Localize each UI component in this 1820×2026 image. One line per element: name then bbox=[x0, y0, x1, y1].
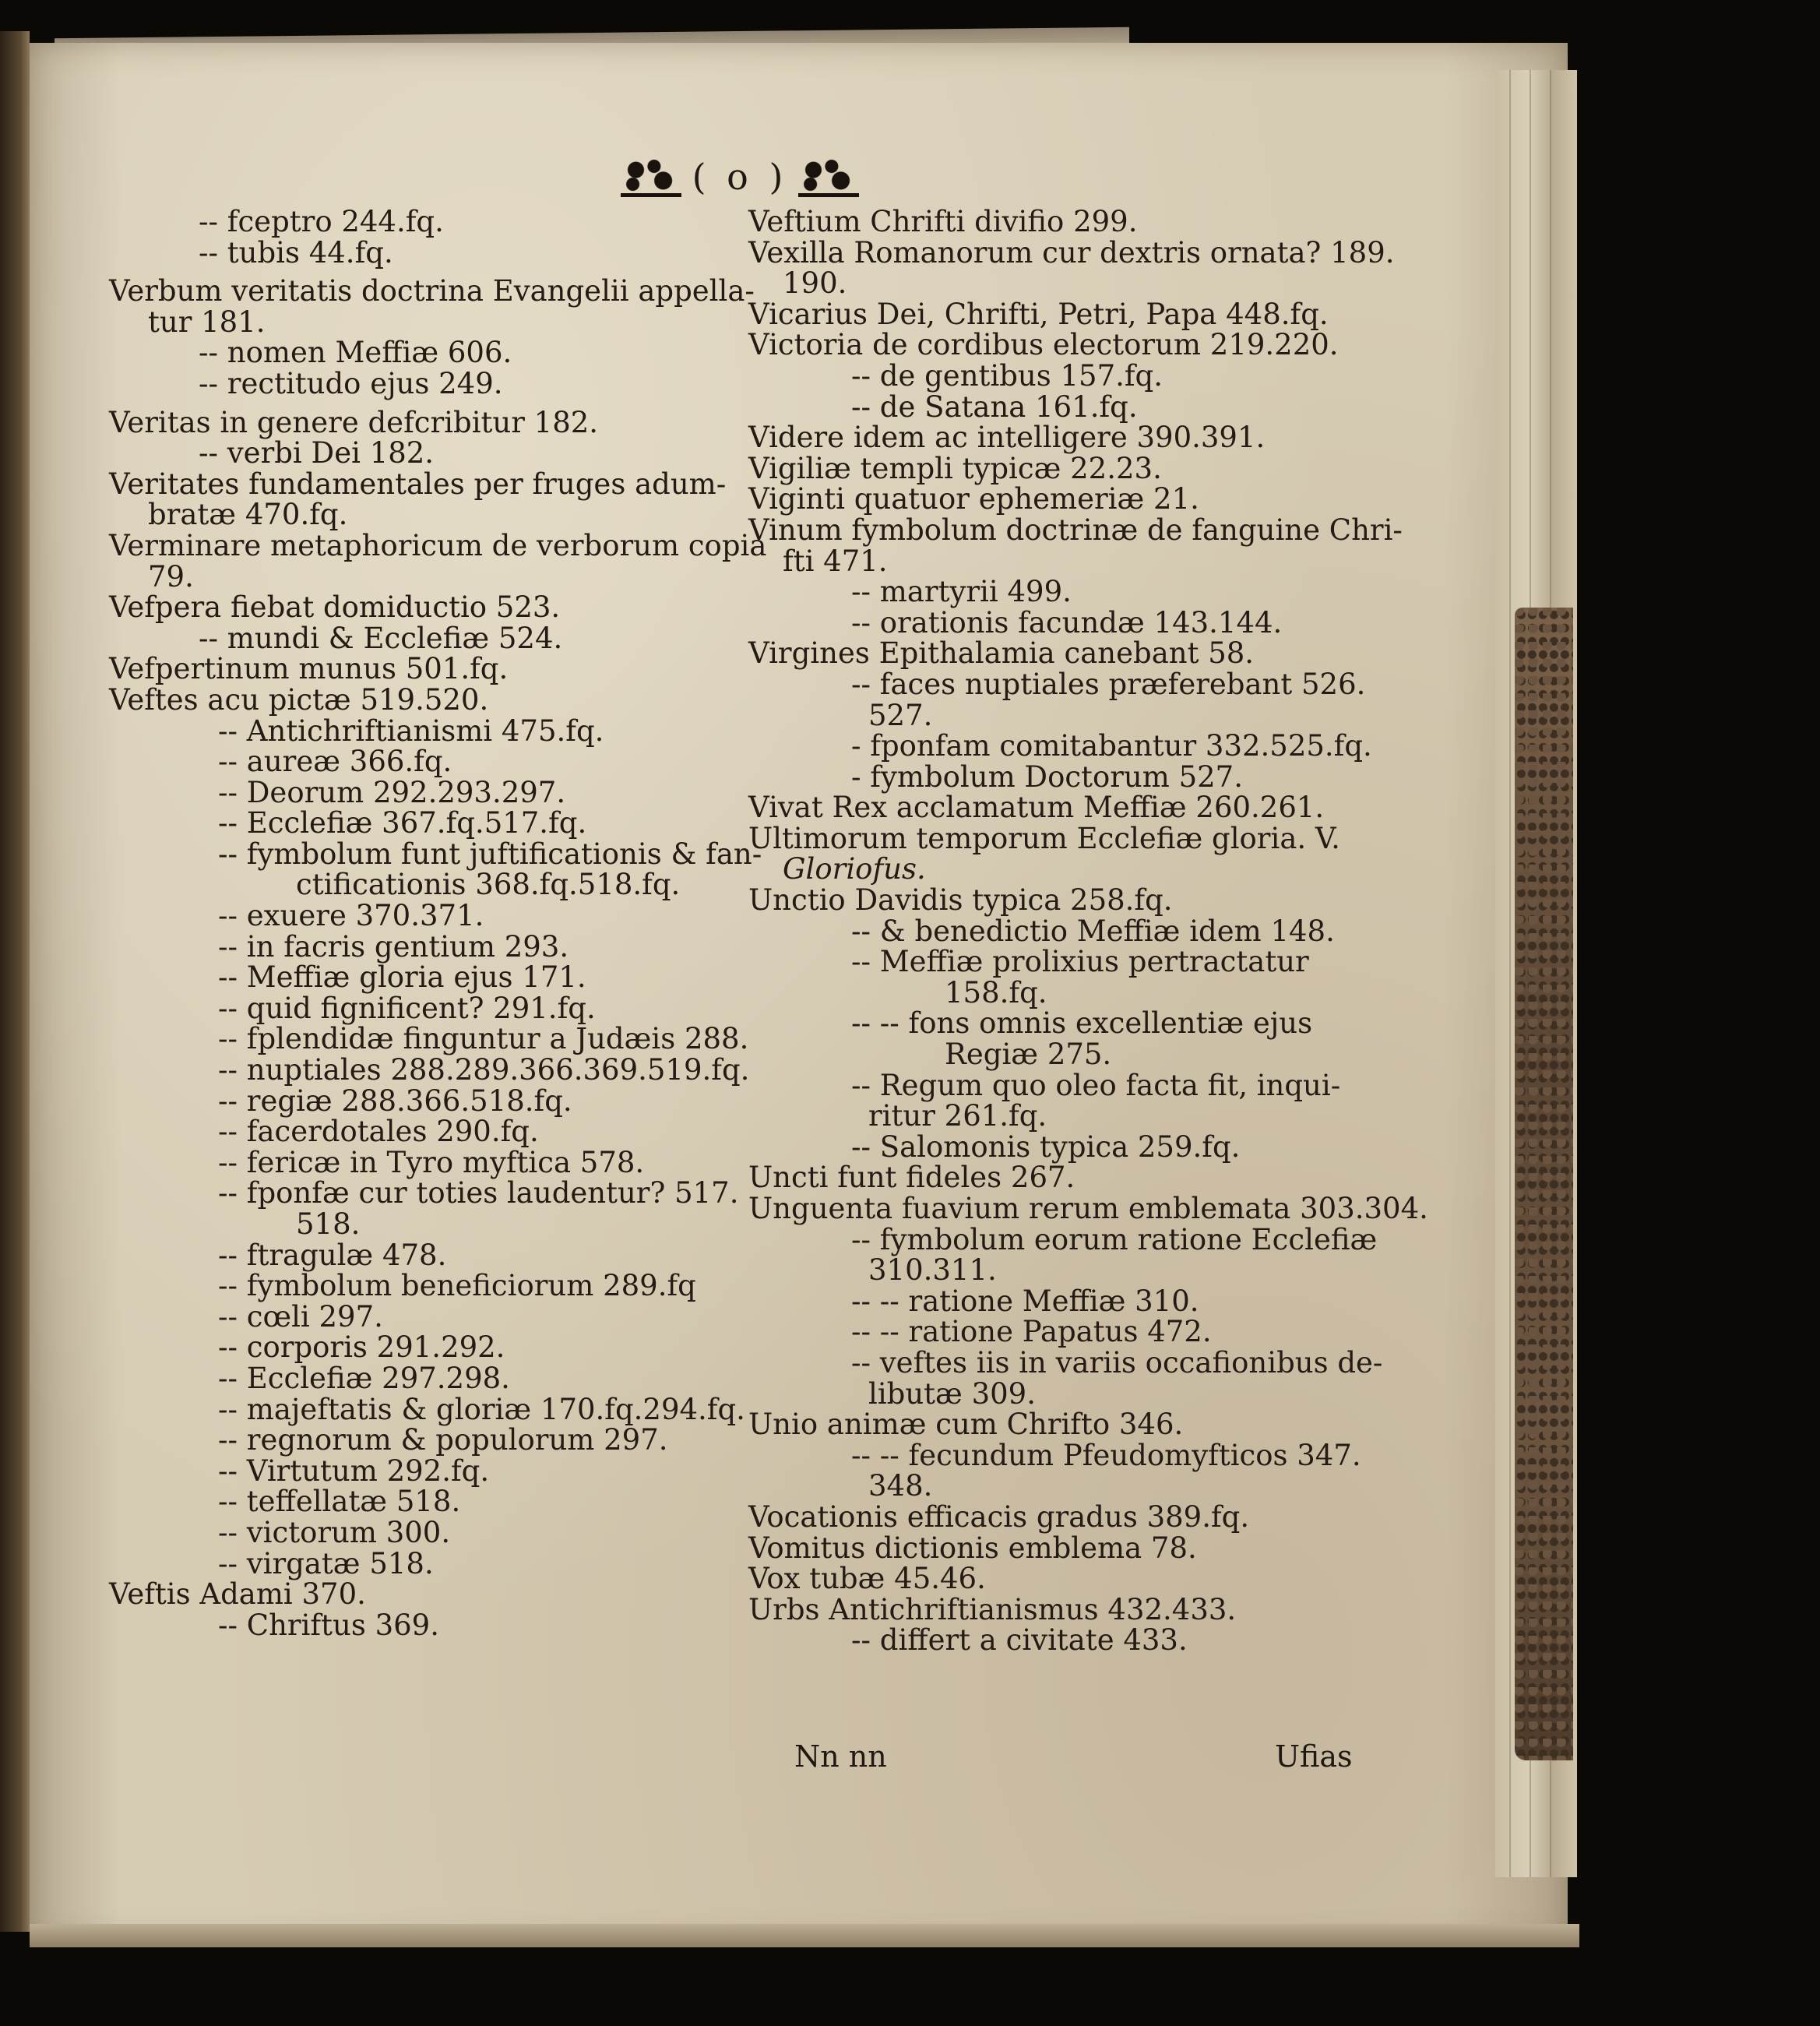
index-entry: -- & benedictio Meffiæ idem 148. bbox=[851, 914, 1335, 948]
index-entry: 158.fq. bbox=[945, 975, 1047, 1009]
index-entry: 348. bbox=[868, 1469, 933, 1503]
index-entry: Vinum fymbolum doctrinæ de fanguine Chri- bbox=[748, 513, 1403, 547]
index-entry: -- nomen Meffiæ 606. bbox=[199, 336, 512, 370]
index-entry: -- orationis facundæ 143.144. bbox=[851, 605, 1283, 640]
index-entry: -- Meffiæ prolixius pertractatur bbox=[851, 945, 1309, 979]
index-entry: -- Ecclefiæ 297.298. bbox=[218, 1361, 510, 1395]
marbled-cover-edge bbox=[1515, 608, 1573, 1760]
index-entry: -- majeftatis & gloriæ 170.fq.294.fq. bbox=[218, 1392, 745, 1426]
index-entry: Vomitus dictionis emblema 78. bbox=[748, 1531, 1197, 1565]
index-entry: -- facerdotales 290.fq. bbox=[218, 1115, 539, 1149]
bottom-page-edge bbox=[30, 1924, 1579, 1947]
index-entry: Ultimorum temporum Ecclefiæ gloria. V. bbox=[748, 821, 1340, 855]
index-entry: Veftium Chrifti divifio 299. bbox=[748, 205, 1138, 238]
signature-mark: Nn nn bbox=[794, 1739, 887, 1774]
index-entry: Vefpera fiebat domiductio 523. bbox=[109, 590, 561, 625]
index-entry: Vocationis efficacis gradus 389.fq. bbox=[748, 1499, 1250, 1534]
index-column-left bbox=[109, 205, 767, 1642]
index-entry: 527. bbox=[868, 698, 933, 732]
index-entry: 310.311. bbox=[868, 1253, 997, 1288]
index-entry: -- tubis 44.fq. bbox=[199, 235, 393, 270]
index-entry: -- corporis 291.292. bbox=[218, 1330, 505, 1365]
index-entry: -- -- ratione Papatus 472. bbox=[851, 1315, 1212, 1349]
index-entry: Vefpertinum munus 501.fq. bbox=[109, 652, 509, 686]
index-entry: Verminare metaphoricum de verborum copia bbox=[109, 528, 767, 562]
index-entry: -- teffellatæ 518. bbox=[218, 1485, 461, 1519]
catchword: Ufias bbox=[1275, 1739, 1353, 1774]
index-entry: Vox tubæ 45.46. bbox=[748, 1562, 986, 1596]
right-ornament-icon bbox=[798, 157, 859, 197]
index-entry: Regiæ 275. bbox=[945, 1038, 1112, 1072]
index-entry: -- fymbolum eorum ratione Ecclefiæ bbox=[851, 1222, 1378, 1256]
index-entry: -- Virtutum 292.fq. bbox=[218, 1453, 490, 1488]
index-entry: -- Chriftus 369. bbox=[218, 1608, 439, 1642]
index-entry: Victoria de cordibus electorum 219.220. bbox=[748, 328, 1339, 362]
index-entry: - fymbolum Doctorum 527. bbox=[851, 759, 1243, 794]
index-entry: Veritates fundamentales per fruges adum- bbox=[109, 467, 727, 501]
index-entry: 79. bbox=[148, 559, 194, 594]
index-entry: libutæ 309. bbox=[868, 1376, 1036, 1411]
index-entry: -- de Satana 161.fq. bbox=[851, 389, 1138, 424]
index-entry: -- nuptiales 288.289.366.369.519.fq. bbox=[218, 1053, 750, 1087]
index-entry: -- verbi Dei 182. bbox=[199, 436, 435, 470]
index-entry: -- differt a civitate 433. bbox=[851, 1623, 1188, 1658]
index-entry: -- ftragulæ 478. bbox=[218, 1238, 447, 1272]
index-entry: Videre idem ac intelligere 390.391. bbox=[748, 421, 1266, 455]
index-column-right bbox=[744, 205, 1428, 1658]
index-entry: -- faces nuptiales præferebant 526. bbox=[851, 667, 1366, 701]
index-entry: -- fymbolum beneficiorum 289.fq bbox=[218, 1269, 696, 1303]
index-entry: Uncti funt fideles 267. bbox=[748, 1161, 1075, 1195]
index-entry: -- Antichriftianismi 475.fq. bbox=[218, 714, 604, 748]
index-entry: -- Regum quo oleo facta fit, inqui- bbox=[851, 1068, 1341, 1102]
index-entry: 190. bbox=[783, 266, 847, 301]
index-entry: -- Salomonis typica 259.fq. bbox=[851, 1129, 1241, 1164]
index-entry: -- mundi & Ecclefiæ 524. bbox=[199, 621, 563, 655]
index-entry: Veritas in genere defcribitur 182. bbox=[109, 405, 599, 439]
index-entry: -- fericæ in Tyro myftica 578. bbox=[218, 1145, 645, 1179]
index-entry: Viginti quatuor ephemeriæ 21. bbox=[748, 482, 1199, 516]
index-entry: Vicarius Dei, Chrifti, Petri, Papa 448.fq. bbox=[748, 297, 1329, 331]
index-entry: -- virgatæ 518. bbox=[218, 1546, 434, 1580]
index-entry: -- -- fecundum Pfeudomyfticos 347. bbox=[851, 1438, 1361, 1472]
index-entry: Urbs Antichriftianismus 432.433. bbox=[748, 1592, 1237, 1626]
index-entry: -- Meffiæ gloria ejus 171. bbox=[218, 960, 586, 995]
index-entry: -- de gentibus 157.fq. bbox=[851, 358, 1163, 393]
index-entry: -- victorum 300. bbox=[218, 1515, 451, 1549]
index-entry: Verbum veritatis doctrina Evangelii appella- bbox=[109, 274, 755, 308]
index-entry: Vexilla Romanorum cur dextris ornata? 189. bbox=[748, 235, 1395, 270]
binding-shadow bbox=[0, 31, 30, 1932]
index-entry: -- Ecclefiæ 367.fq.517.fq. bbox=[218, 806, 587, 840]
index-entry: Veftes acu pictæ 519.520. bbox=[109, 682, 489, 717]
index-entry: -- fymbolum funt juftificationis & fan- bbox=[218, 837, 762, 871]
index-entry: -- cœli 297. bbox=[218, 1299, 383, 1334]
index-entry: -- rectitudo ejus 249. bbox=[199, 366, 503, 400]
index-entry: Vigiliæ templi typicæ 22.23. bbox=[748, 451, 1162, 485]
index-entry: -- -- fons omnis excellentiæ ejus bbox=[851, 1006, 1313, 1041]
index-entry: ctificationis 368.fq.518.fq. bbox=[296, 868, 681, 902]
index-entry: -- fponfæ cur toties laudentur? 517. bbox=[218, 1176, 739, 1210]
index-entry: 518. bbox=[296, 1207, 361, 1241]
index-entry: -- veftes iis in variis occafionibus de- bbox=[851, 1345, 1383, 1379]
index-entry: Unctio Davidis typica 258.fq. bbox=[748, 883, 1173, 918]
index-entry: fti 471. bbox=[783, 544, 888, 578]
index-entry: -- quid fignificent? 291.fq. bbox=[218, 991, 596, 1025]
index-entry: bratæ 470.fq. bbox=[148, 498, 348, 532]
index-entry: Virgines Epithalamia canebant 58. bbox=[748, 636, 1255, 671]
left-ornament-icon bbox=[621, 157, 681, 197]
index-entry: Veftis Adami 370. bbox=[109, 1577, 366, 1612]
index-entry: - fponfam comitabantur 332.525.fq. bbox=[851, 729, 1372, 763]
running-head bbox=[607, 153, 872, 201]
index-entry: Gloriofus. bbox=[783, 852, 926, 886]
index-entry: Vivat Rex acclamatum Meffiæ 260.261. bbox=[748, 791, 1325, 825]
index-entry: ritur 261.fq. bbox=[868, 1099, 1047, 1133]
index-entry: -- regnorum & populorum 297. bbox=[218, 1423, 668, 1457]
index-entry: -- aureæ 366.fq. bbox=[218, 745, 452, 779]
index-entry: Unguenta fuavium rerum emblemata 303.304. bbox=[748, 1192, 1428, 1225]
index-entry: -- in facris gentium 293. bbox=[218, 929, 569, 964]
index-entry: -- fplendidæ finguntur a Judæis 288. bbox=[218, 1022, 749, 1056]
index-entry: -- martyrii 499. bbox=[851, 575, 1072, 609]
index-entry: -- Deorum 292.293.297. bbox=[218, 775, 566, 809]
index-entry: tur 181. bbox=[148, 305, 266, 339]
page-marker: ( o ) bbox=[692, 156, 788, 198]
index-entry: -- exuere 370.371. bbox=[218, 899, 484, 933]
index-entry: -- -- ratione Meffiæ 310. bbox=[851, 1284, 1199, 1318]
index-entry: -- regiæ 288.366.518.fq. bbox=[218, 1083, 572, 1118]
index-entry: Unio animæ cum Chrifto 346. bbox=[748, 1408, 1184, 1442]
index-entry: -- fceptro 244.fq. bbox=[199, 205, 444, 238]
